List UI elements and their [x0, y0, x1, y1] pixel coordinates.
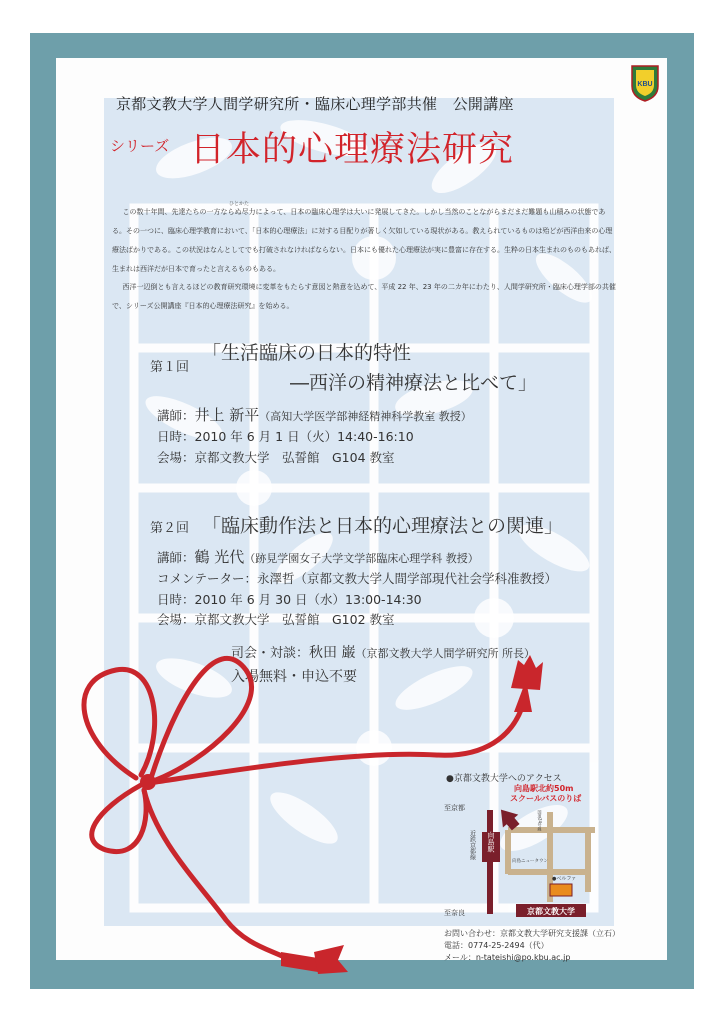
lecturer-name: 鶴 光代 [194, 548, 245, 566]
organizer-line: 京都文教大学人間学研究所・臨床心理学部共催 公開講座 [116, 95, 514, 113]
session2-number: 第２回 [150, 521, 190, 536]
lecturer-affiliation: （高知大学医学部神経精神科学教室 教授） [259, 410, 472, 423]
admission-note: 入場無料・申込不要 [231, 669, 357, 685]
lecturer-label: 講師： [157, 550, 195, 565]
session2-title: 「臨床動作法と日本的心理療法との関連」 [202, 515, 564, 537]
to-nara-label: 至奈良 [444, 909, 465, 917]
intro-paragraph-2: 西洋一辺倒とも言えるほどの教育研究環境に変革をもたらす意図と熱意を込めて、平成 22 年、23 年の二カ年にわたり、人間学研究所・臨床心理学部の共催で、シリーズ公開講座『日本的心理療法研究』を始める。 [112, 283, 616, 310]
university-building [550, 884, 572, 896]
contact-line1: お問い合わせ：京都文教大学研究支援課（立石） [444, 929, 620, 938]
to-kyoto-label: 至京都 [444, 804, 465, 812]
intro-paragraph-1: この数十年間、先達たちの一方ならぬ尽力によって、日本の臨床心理学は大いに発展してきた。しかし当然のことながらまだまだ難題も山積みの状態である。その一つに、臨床心理学教育において、「日本的心理療法」に対する目配りが著しく欠如している現状がある。教えられているものは殆どが西洋由来の心理療法ばかりである。この状況はなんとしてでも打破されなければならない。日本にも優れた心理療法が実に豊富に存在する。生粋の日本生まれのものもあれば、生まれは西洋だが日本で育ったと言えるものもある。 [112, 208, 616, 273]
new-town-label: 向島ニュータウン [512, 859, 548, 864]
furigana: ひとかた [229, 201, 250, 207]
moderator-label: 司会・対談： [231, 646, 310, 661]
access-map [440, 782, 612, 922]
series-title: 日本的心理療法研究 [190, 130, 515, 170]
session1-title-line1: 「生活臨床の日本的特性 [202, 342, 412, 364]
bus-stop-line2: スクールバスのりば [510, 794, 582, 803]
university-label: 京都文教大学 [527, 907, 575, 916]
bus-stop-line1: 向島駅北約50m [514, 784, 574, 793]
session2-datetime: 日時：2010 年 6 月 30 日（水）13:00-14:30 [157, 592, 422, 607]
session2-commentator: コメンテーター：永澤哲（京都文教大学人間学部現代社会学科准教授） [157, 571, 558, 586]
session1-title-line2: ―西洋の精神療法と比べて」 [290, 372, 538, 394]
session2-lecturer [157, 546, 479, 567]
svg-text:KBU: KBU [637, 81, 653, 88]
session1-datetime: 日時：2010 年 6 月 1 日（火）14:40-16:10 [157, 429, 414, 444]
session1-number: 第１回 [150, 360, 190, 375]
contact-line3: メール：n-tateishi@po.kbu.ac.jp [444, 953, 571, 962]
series-prefix: シリーズ [110, 137, 170, 155]
moderator-affiliation: （京都文教大学人間学研究所 所長） [355, 647, 535, 660]
map-caption: ●京都文教大学へのアクセス [446, 774, 562, 784]
session1-lecturer [157, 404, 472, 425]
road-label: 国道24号線 [537, 810, 543, 832]
lecturer-name: 井上 新平 [194, 406, 260, 424]
moderator-name: 秋田 巌 [309, 645, 356, 661]
bellfa-label: ●ベルファ [552, 876, 577, 882]
railway-label: 近鉄京都線 [468, 830, 476, 860]
kbu-logo [630, 64, 660, 106]
station-label: 向島駅 [487, 831, 495, 853]
lecturer-affiliation: （跡見学園女子大学文学部臨床心理学科 教授） [244, 552, 479, 565]
session1-venue: 会場：京都文教大学 弘誓館 G104 教室 [157, 450, 395, 465]
contact-line2: 電話：0774-25-2494（代） [444, 941, 549, 950]
lecturer-label: 講師： [157, 408, 195, 423]
session2-venue: 会場：京都文教大学 弘誓館 G102 教室 [157, 612, 395, 627]
